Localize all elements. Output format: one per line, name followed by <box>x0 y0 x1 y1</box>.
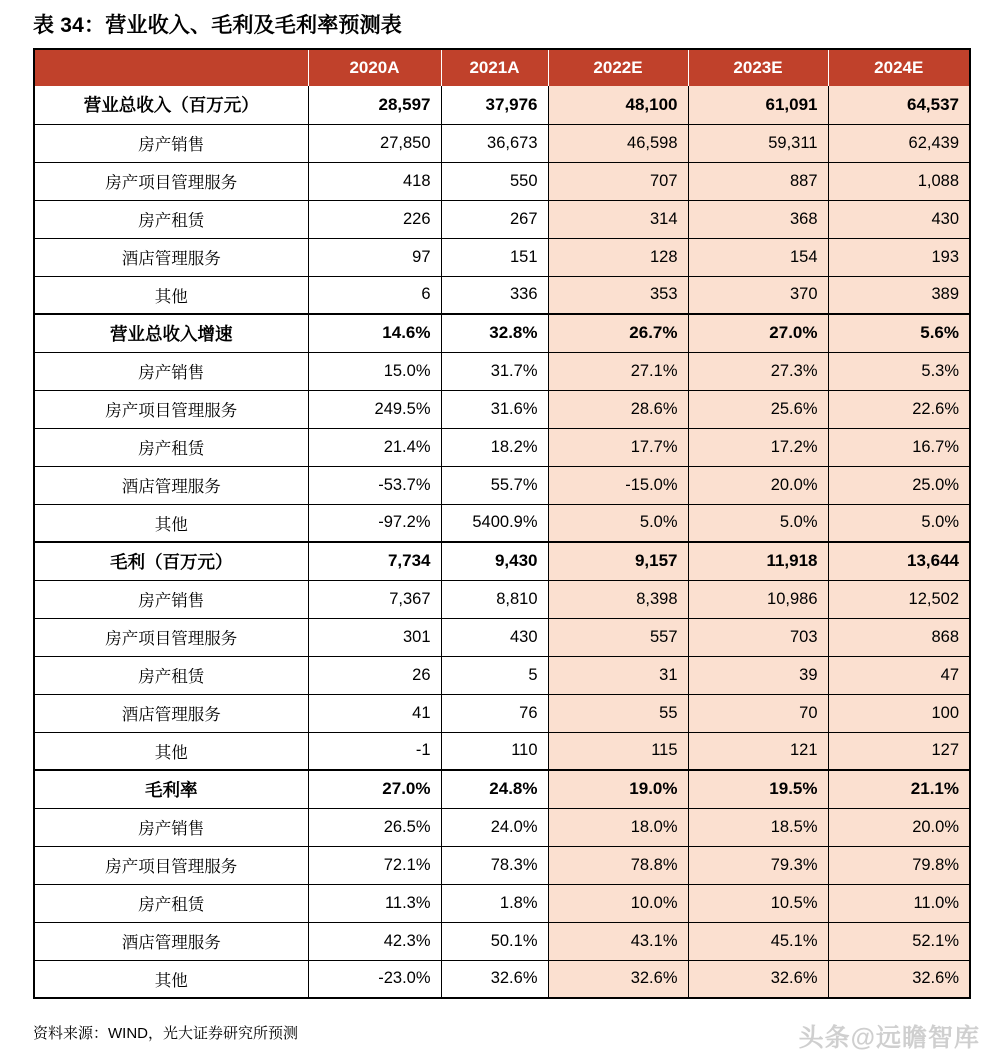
table-row <box>34 808 970 846</box>
section-label: 毛利（百万元） <box>34 542 308 580</box>
table-row <box>34 580 970 618</box>
cell-value: 100 <box>828 694 970 732</box>
cell-value: -1 <box>308 732 441 770</box>
cell-value: 21.4% <box>308 428 441 466</box>
table-row <box>34 352 970 390</box>
cell-value: 22.6% <box>828 390 970 428</box>
cell-value: 5.3% <box>828 352 970 390</box>
cell-value: 45.1% <box>688 922 828 960</box>
cell-value: 370 <box>688 276 828 314</box>
cell-value: 15.0% <box>308 352 441 390</box>
cell-value: 6 <box>308 276 441 314</box>
cell-value: 249.5% <box>308 390 441 428</box>
row-label: 房产项目管理服务 <box>34 846 308 884</box>
row-label: 房产租赁 <box>34 884 308 922</box>
table-row <box>34 428 970 466</box>
cell-value: 97 <box>308 238 441 276</box>
cell-value: 48,100 <box>548 86 688 124</box>
table-row <box>34 618 970 656</box>
cell-value: 1,088 <box>828 162 970 200</box>
cell-value: 5400.9% <box>441 504 548 542</box>
cell-value: 37,976 <box>441 86 548 124</box>
cell-value: 31.6% <box>441 390 548 428</box>
cell-value: 36,673 <box>441 124 548 162</box>
cell-value: 353 <box>548 276 688 314</box>
cell-value: 55 <box>548 694 688 732</box>
cell-value: 16.7% <box>828 428 970 466</box>
cell-value: 20.0% <box>688 466 828 504</box>
row-label: 房产销售 <box>34 808 308 846</box>
cell-value: 27,850 <box>308 124 441 162</box>
cell-value: 9,157 <box>548 542 688 580</box>
cell-value: 17.7% <box>548 428 688 466</box>
section-label: 营业总收入（百万元） <box>34 86 308 124</box>
cell-value: 24.8% <box>441 770 548 808</box>
table-section-row <box>34 770 970 808</box>
column-header-2021a: 2021A <box>441 49 548 86</box>
cell-value: 11.3% <box>308 884 441 922</box>
cell-value: 26 <box>308 656 441 694</box>
table-row <box>34 200 970 238</box>
cell-value: 26.5% <box>308 808 441 846</box>
table-row <box>34 162 970 200</box>
cell-value: 115 <box>548 732 688 770</box>
cell-value: 9,430 <box>441 542 548 580</box>
cell-value: 43.1% <box>548 922 688 960</box>
forecast-table <box>33 48 971 999</box>
cell-value: 18.5% <box>688 808 828 846</box>
cell-value: 154 <box>688 238 828 276</box>
column-header-2024e: 2024E <box>828 49 970 86</box>
table-body <box>34 86 970 998</box>
cell-value: 31 <box>548 656 688 694</box>
cell-value: 127 <box>828 732 970 770</box>
cell-value: 59,311 <box>688 124 828 162</box>
row-label: 房产租赁 <box>34 656 308 694</box>
cell-value: 61,091 <box>688 86 828 124</box>
cell-value: 32.8% <box>441 314 548 352</box>
column-header-2020a: 2020A <box>308 49 441 86</box>
cell-value: 55.7% <box>441 466 548 504</box>
cell-value: 887 <box>688 162 828 200</box>
cell-value: 7,734 <box>308 542 441 580</box>
cell-value: 128 <box>548 238 688 276</box>
cell-value: -15.0% <box>548 466 688 504</box>
cell-value: 13,644 <box>828 542 970 580</box>
table-row <box>34 922 970 960</box>
cell-value: 11.0% <box>828 884 970 922</box>
table-header <box>34 49 970 86</box>
cell-value: 110 <box>441 732 548 770</box>
cell-value: 32.6% <box>688 960 828 998</box>
row-label: 房产租赁 <box>34 428 308 466</box>
cell-value: 18.2% <box>441 428 548 466</box>
row-label: 酒店管理服务 <box>34 922 308 960</box>
table-section-row <box>34 314 970 352</box>
cell-value: 78.3% <box>441 846 548 884</box>
row-label: 其他 <box>34 960 308 998</box>
section-label: 营业总收入增速 <box>34 314 308 352</box>
cell-value: 27.1% <box>548 352 688 390</box>
cell-value: 14.6% <box>308 314 441 352</box>
row-label: 房产销售 <box>34 580 308 618</box>
cell-value: 10.5% <box>688 884 828 922</box>
page-title: 表 34：营业收入、毛利及毛利率预测表 <box>33 14 402 37</box>
cell-value: 7,367 <box>308 580 441 618</box>
table-row <box>34 884 970 922</box>
cell-value: 64,537 <box>828 86 970 124</box>
cell-value: 39 <box>688 656 828 694</box>
cell-value: 5 <box>441 656 548 694</box>
cell-value: 76 <box>441 694 548 732</box>
cell-value: 703 <box>688 618 828 656</box>
cell-value: 301 <box>308 618 441 656</box>
cell-value: 72.1% <box>308 846 441 884</box>
row-label: 酒店管理服务 <box>34 466 308 504</box>
cell-value: 10,986 <box>688 580 828 618</box>
cell-value: 8,810 <box>441 580 548 618</box>
watermark: 头条@远瞻智库 <box>798 1024 980 1052</box>
column-header-2022e: 2022E <box>548 49 688 86</box>
cell-value: 32.6% <box>441 960 548 998</box>
cell-value: 11,918 <box>688 542 828 580</box>
cell-value: 430 <box>828 200 970 238</box>
cell-value: 193 <box>828 238 970 276</box>
cell-value: 121 <box>688 732 828 770</box>
row-label: 房产项目管理服务 <box>34 618 308 656</box>
row-label: 房产项目管理服务 <box>34 390 308 428</box>
cell-value: 267 <box>441 200 548 238</box>
cell-value: 21.1% <box>828 770 970 808</box>
cell-value: 336 <box>441 276 548 314</box>
cell-value: 50.1% <box>441 922 548 960</box>
row-label: 其他 <box>34 732 308 770</box>
cell-value: 226 <box>308 200 441 238</box>
table-row <box>34 466 970 504</box>
table-row <box>34 846 970 884</box>
cell-value: 389 <box>828 276 970 314</box>
cell-value: 25.0% <box>828 466 970 504</box>
cell-value: 62,439 <box>828 124 970 162</box>
cell-value: 24.0% <box>441 808 548 846</box>
table-section-row <box>34 542 970 580</box>
cell-value: 557 <box>548 618 688 656</box>
cell-value: 5.0% <box>548 504 688 542</box>
table-row <box>34 390 970 428</box>
cell-value: 707 <box>548 162 688 200</box>
section-label: 毛利率 <box>34 770 308 808</box>
source-note: 资料来源：WIND，光大证券研究所预测 <box>33 1025 298 1042</box>
cell-value: 10.0% <box>548 884 688 922</box>
cell-value: 19.0% <box>548 770 688 808</box>
cell-value: 1.8% <box>441 884 548 922</box>
cell-value: 12,502 <box>828 580 970 618</box>
cell-value: 5.6% <box>828 314 970 352</box>
cell-value: 430 <box>441 618 548 656</box>
cell-value: 47 <box>828 656 970 694</box>
row-label: 酒店管理服务 <box>34 238 308 276</box>
cell-value: 41 <box>308 694 441 732</box>
table-row <box>34 732 970 770</box>
cell-value: 27.0% <box>308 770 441 808</box>
cell-value: -53.7% <box>308 466 441 504</box>
table-header-row <box>34 49 970 86</box>
table-row <box>34 694 970 732</box>
row-label: 酒店管理服务 <box>34 694 308 732</box>
cell-value: 32.6% <box>828 960 970 998</box>
cell-value: 79.8% <box>828 846 970 884</box>
row-label: 房产销售 <box>34 124 308 162</box>
cell-value: 18.0% <box>548 808 688 846</box>
cell-value: 19.5% <box>688 770 828 808</box>
table-row <box>34 656 970 694</box>
table-row <box>34 504 970 542</box>
cell-value: 5.0% <box>828 504 970 542</box>
cell-value: 27.0% <box>688 314 828 352</box>
cell-value: 28,597 <box>308 86 441 124</box>
cell-value: 20.0% <box>828 808 970 846</box>
cell-value: 151 <box>441 238 548 276</box>
forecast-table-container <box>33 48 969 999</box>
cell-value: 418 <box>308 162 441 200</box>
table-row <box>34 238 970 276</box>
cell-value: 31.7% <box>441 352 548 390</box>
table-row <box>34 124 970 162</box>
cell-value: 46,598 <box>548 124 688 162</box>
cell-value: 8,398 <box>548 580 688 618</box>
table-section-row <box>34 86 970 124</box>
cell-value: 28.6% <box>548 390 688 428</box>
row-label: 其他 <box>34 504 308 542</box>
cell-value: 868 <box>828 618 970 656</box>
cell-value: 78.8% <box>548 846 688 884</box>
cell-value: 70 <box>688 694 828 732</box>
column-header-label <box>34 49 308 86</box>
table-row <box>34 276 970 314</box>
cell-value: 550 <box>441 162 548 200</box>
cell-value: -97.2% <box>308 504 441 542</box>
cell-value: -23.0% <box>308 960 441 998</box>
cell-value: 52.1% <box>828 922 970 960</box>
cell-value: 79.3% <box>688 846 828 884</box>
cell-value: 27.3% <box>688 352 828 390</box>
row-label: 其他 <box>34 276 308 314</box>
cell-value: 26.7% <box>548 314 688 352</box>
cell-value: 17.2% <box>688 428 828 466</box>
cell-value: 314 <box>548 200 688 238</box>
table-row <box>34 960 970 998</box>
row-label: 房产销售 <box>34 352 308 390</box>
cell-value: 368 <box>688 200 828 238</box>
cell-value: 32.6% <box>548 960 688 998</box>
row-label: 房产项目管理服务 <box>34 162 308 200</box>
cell-value: 42.3% <box>308 922 441 960</box>
cell-value: 5.0% <box>688 504 828 542</box>
row-label: 房产租赁 <box>34 200 308 238</box>
cell-value: 25.6% <box>688 390 828 428</box>
column-header-2023e: 2023E <box>688 49 828 86</box>
